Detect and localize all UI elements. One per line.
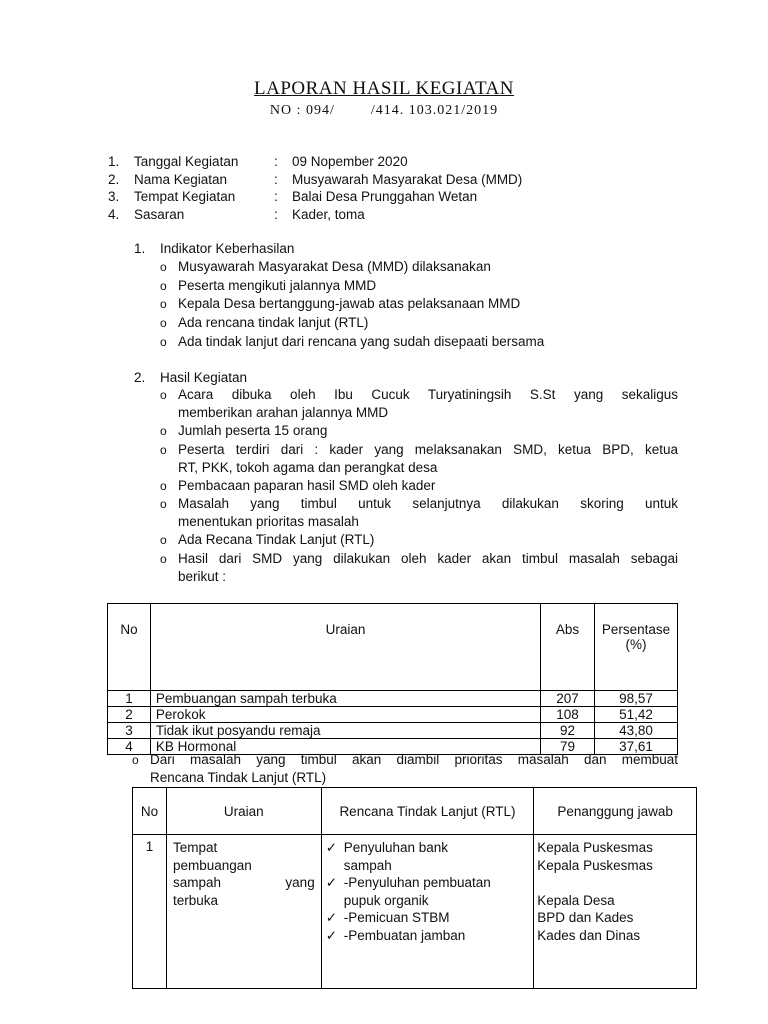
checkmark-icon: ✓	[325, 910, 338, 925]
uraian-line: Tempat	[172, 840, 218, 855]
bullet-icon: o	[132, 753, 139, 767]
info-label: Tempat Kegiatan	[134, 189, 236, 204]
table-header-no: No	[108, 604, 151, 691]
rtl-plan-text: Penyuluhan bank	[343, 840, 449, 855]
note-text: Dari masalah yang timbul akan diambil prioritas masalah dan membuat	[150, 752, 678, 767]
list-item-text: Masalah yang timbul untuk selanjutnya dilakukan skoring untuk	[178, 496, 678, 511]
cell-persen: 51,42	[595, 707, 678, 723]
uraian-word: sampah	[172, 875, 221, 890]
info-colon: :	[274, 172, 278, 187]
list-item-text: Hasil dari SMD yang dilakukan oleh kader akan timbul masalah sebagai	[178, 551, 678, 566]
rtl-header-uraian: Uraian	[166, 788, 321, 835]
bullet-icon: o	[160, 316, 167, 330]
uraian-line: pembuangan	[172, 857, 252, 873]
bullet-icon: o	[160, 479, 167, 493]
rtl-cell-plans	[321, 835, 534, 989]
rtl-plan-item	[322, 839, 534, 874]
rtl-plan-text: -Pembuatan jamban	[343, 927, 466, 943]
info-label: Sasaran	[134, 207, 185, 222]
rtl-table	[132, 787, 697, 989]
cell-uraian: Pembuangan sampah terbuka	[150, 691, 540, 707]
table-row	[108, 691, 678, 707]
cell-abs: 108	[541, 707, 595, 723]
section-title: Indikator Keberhasilan	[160, 241, 295, 256]
section-num: 1.	[134, 241, 146, 256]
bullet-icon: o	[160, 335, 167, 349]
document-number: NO : 094/ /414. 103.021/2019	[269, 103, 499, 118]
info-num: 3.	[108, 189, 120, 204]
bullet-icon: o	[160, 388, 167, 402]
pj-line: Kepala Desa	[537, 892, 615, 908]
list-item-text: Jumlah peserta 15 orang	[178, 423, 328, 438]
cell-persen: 98,57	[595, 691, 678, 707]
list-item-text: Ada Recana Tindak Lanjut (RTL)	[178, 532, 375, 547]
cell-no: 3	[108, 723, 151, 739]
cell-uraian: Tidak ikut posyandu remaja	[150, 723, 540, 739]
rtl-plan-item	[322, 927, 534, 945]
bullet-icon: o	[160, 552, 167, 566]
note-text: Rencana Tindak Lanjut (RTL)	[150, 770, 327, 785]
info-value: Musyawarah Masyarakat Desa (MMD)	[292, 172, 523, 187]
info-value: Kader, toma	[292, 207, 365, 222]
list-item-text: berikut :	[178, 569, 227, 584]
cell-no: 1	[108, 691, 151, 707]
table-row	[108, 723, 678, 739]
list-item-text: memberikan arahan jalannya MMD	[178, 405, 389, 420]
cell-no: 4	[108, 739, 151, 755]
rtl-cell-no: 1	[133, 835, 167, 989]
info-label: Tanggal Kegiatan	[134, 154, 239, 169]
pj-line: Kepala Puskesmas	[537, 857, 653, 873]
rtl-header-pj: Penanggung jawab	[534, 788, 697, 835]
cell-persen: 43,80	[595, 723, 678, 739]
list-item-text: Ada rencana tindak lanjut (RTL)	[178, 315, 369, 330]
table-header-abs: Abs	[541, 604, 595, 691]
rtl-plan-text: sampah	[343, 857, 392, 873]
rtl-header-rtl: Rencana Tindak Lanjut (RTL)	[321, 788, 534, 835]
document-title: LAPORAN HASIL KEGIATAN	[254, 78, 514, 99]
list-item-text: Musyawarah Masyarakat Desa (MMD) dilaksanakan	[178, 259, 491, 274]
table-header-persentase	[595, 604, 678, 691]
table-row	[133, 835, 697, 989]
bullet-icon: o	[160, 279, 167, 293]
bullet-icon: o	[160, 533, 167, 547]
persentase-label: Persentase	[601, 622, 671, 637]
problem-table	[107, 603, 678, 755]
cell-uraian: KB Hormonal	[150, 739, 540, 755]
cell-no: 2	[108, 707, 151, 723]
persentase-unit: (%)	[625, 637, 647, 652]
list-item-text: menentukan prioritas masalah	[178, 514, 359, 529]
info-colon: :	[274, 207, 278, 222]
list-item-text: Peserta terdiri dari : kader yang melaksanakan SMD, ketua BPD, ketua	[178, 442, 678, 457]
rtl-header-no: No	[133, 788, 167, 835]
rtl-plan-text: pupuk organik	[343, 892, 429, 908]
bullet-icon: o	[160, 443, 167, 457]
pj-line: Kades dan Dinas	[537, 927, 641, 943]
checkmark-icon: ✓	[325, 840, 338, 855]
list-item-text: Ada tindak lanjut dari rencana yang sudah disepaati bersama	[178, 334, 545, 349]
table-header-row	[108, 604, 678, 691]
table-row	[108, 707, 678, 723]
section-num: 2.	[134, 370, 146, 385]
checkmark-icon: ✓	[325, 875, 338, 890]
list-item-text: Pembacaan paparan hasil SMD oleh kader	[178, 478, 436, 493]
info-label: Nama Kegiatan	[134, 172, 228, 187]
bullet-icon: o	[160, 497, 167, 511]
list-item-text: Kepala Desa bertanggung-jawab atas pelaksanaan MMD	[178, 296, 521, 311]
rtl-cell-pj	[534, 835, 697, 989]
list-item-text: RT, PKK, tokoh agama dan perangkat desa	[178, 460, 438, 475]
rtl-plan-text: -Penyuluhan pembuatan	[343, 875, 491, 890]
cell-persen: 37,61	[595, 739, 678, 755]
checkmark-icon: ✓	[325, 927, 338, 943]
uraian-word: yang	[285, 875, 315, 890]
info-value: Balai Desa Prunggahan Wetan	[292, 189, 478, 204]
cell-uraian: Perokok	[150, 707, 540, 723]
rtl-plan-text: -Pemicuan STBM	[343, 910, 450, 925]
uraian-line	[173, 874, 315, 892]
rtl-plan-item	[322, 909, 534, 927]
pj-line: BPD dan Kades	[537, 910, 634, 925]
table-header-row	[133, 788, 697, 835]
cell-abs: 207	[541, 691, 595, 707]
list-item-text: Acara dibuka oleh Ibu Cucuk Turyatiningsih S.St yang sekaligus	[178, 387, 678, 402]
list-item-text: Peserta mengikuti jalannya MMD	[178, 278, 377, 293]
cell-abs: 92	[541, 723, 595, 739]
info-colon: :	[274, 189, 278, 204]
pj-line: Kepala Puskesmas	[537, 840, 653, 855]
info-value: 09 Nopember 2020	[292, 154, 408, 169]
section-title: Hasil Kegiatan	[160, 370, 248, 385]
bullet-icon: o	[160, 260, 167, 274]
cell-abs: 79	[541, 739, 595, 755]
table-header-uraian: Uraian	[150, 604, 540, 691]
pj-line-empty	[534, 874, 696, 892]
uraian-line: terbuka	[172, 892, 218, 908]
info-num: 4.	[108, 207, 120, 222]
rtl-plan-item	[322, 874, 534, 909]
rtl-cell-uraian	[166, 835, 321, 989]
info-colon: :	[274, 154, 278, 169]
bullet-icon: o	[160, 297, 167, 311]
bullet-icon: o	[160, 424, 167, 438]
info-num: 2.	[108, 172, 120, 187]
info-num: 1.	[108, 154, 120, 169]
